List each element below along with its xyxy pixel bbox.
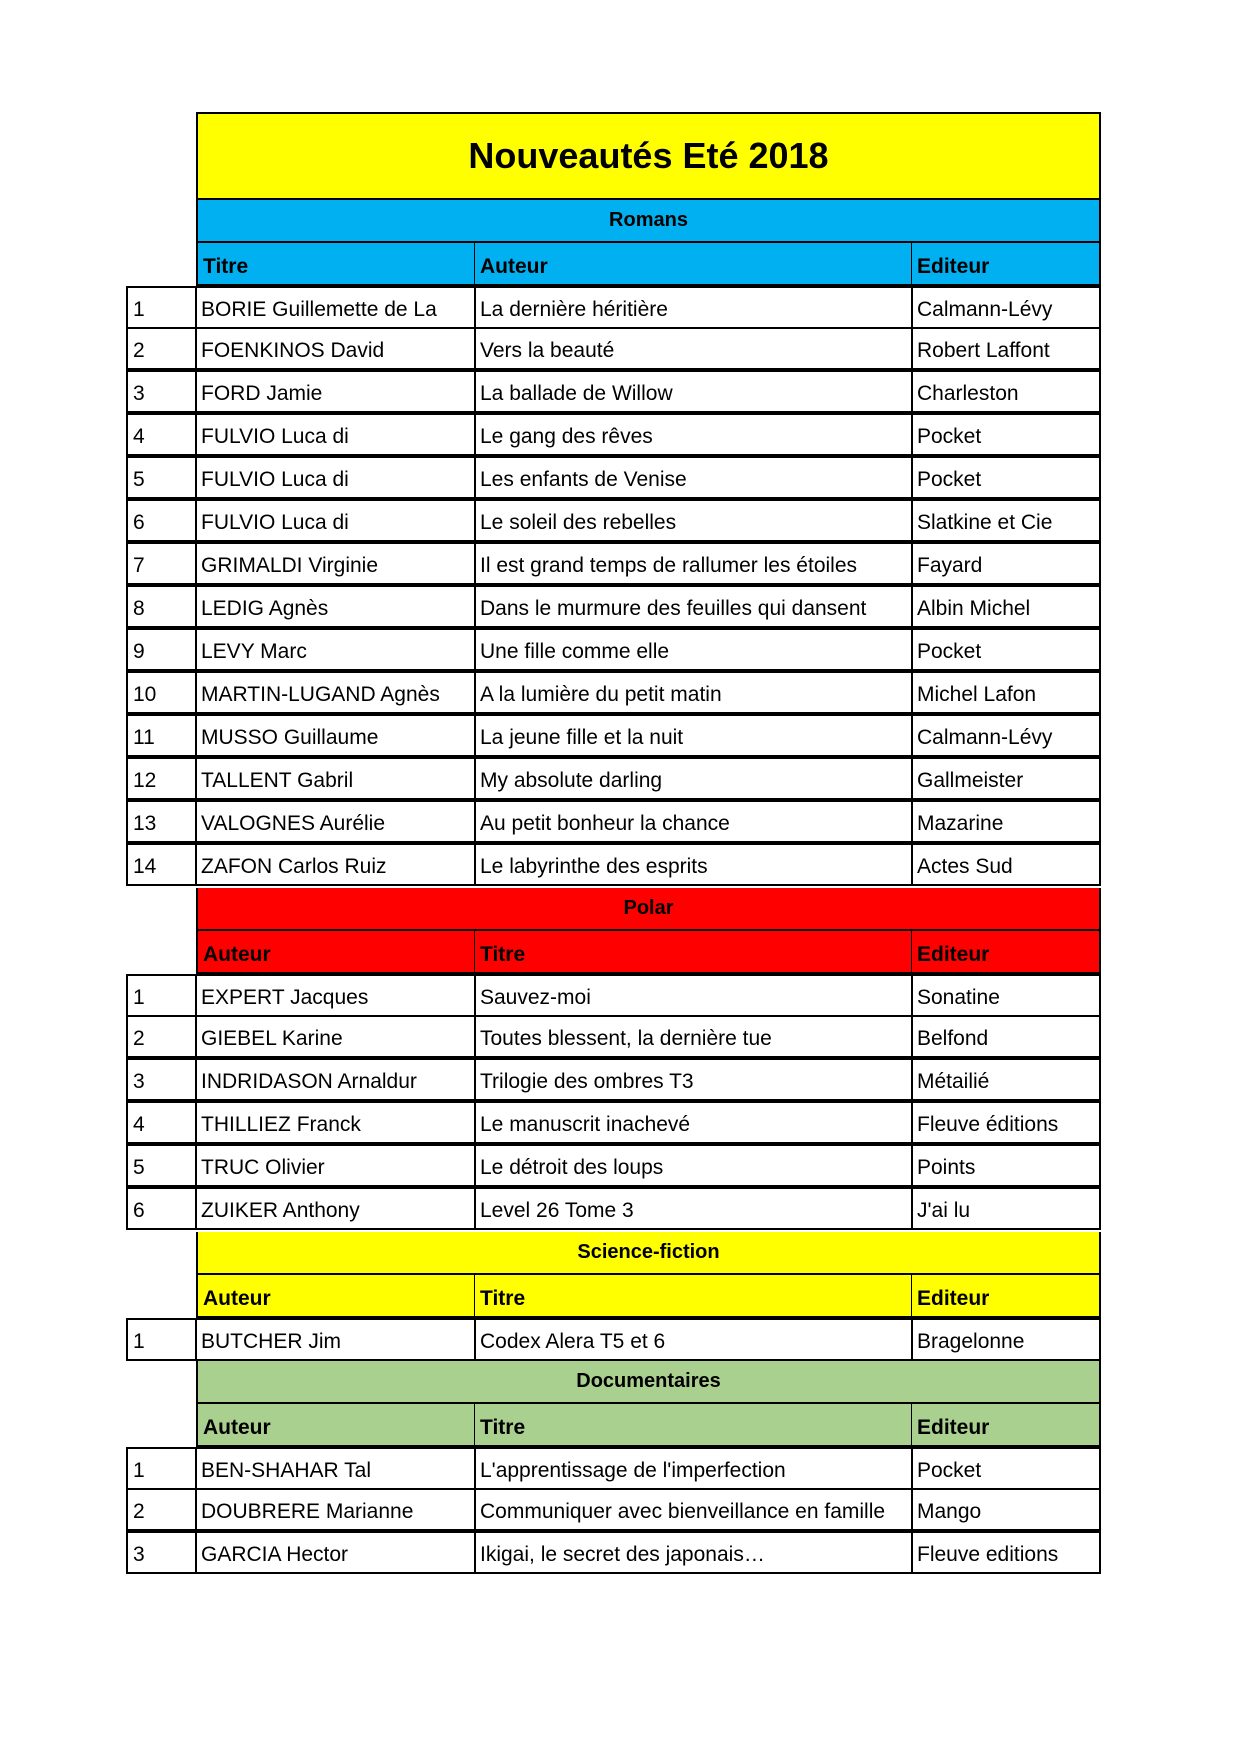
table-row	[126, 630, 1101, 673]
table-row	[126, 501, 1101, 544]
table-cell: FULVIO Luca di	[196, 456, 476, 499]
table-cell: Level 26 Tome 3	[475, 1187, 913, 1230]
table-row	[126, 329, 1101, 372]
table-cell: Pocket	[912, 456, 1101, 499]
row-number: 3	[126, 1058, 197, 1101]
row-number: 2	[126, 1488, 197, 1531]
table-cell: Michel Lafon	[912, 671, 1101, 714]
row-number: 4	[126, 1101, 197, 1144]
section-header-row	[126, 1275, 1101, 1318]
row-number: 3	[126, 1531, 197, 1574]
row-number: 1	[126, 974, 197, 1017]
table-row	[126, 1447, 1101, 1490]
row-number: 5	[126, 456, 197, 499]
table-cell: BEN-SHAHAR Tal	[196, 1447, 476, 1490]
table-cell: Fleuve editions	[912, 1531, 1101, 1574]
table-cell: Sonatine	[912, 974, 1101, 1017]
table-cell: Trilogie des ombres T3	[475, 1058, 913, 1101]
table-cell: Au petit bonheur la chance	[475, 800, 913, 843]
table-cell: Le labyrinthe des esprits	[475, 843, 913, 886]
column-header: Editeur	[912, 931, 1101, 974]
row-number: 7	[126, 542, 197, 585]
table-cell: ZAFON Carlos Ruiz	[196, 843, 476, 886]
table-cell: Pocket	[912, 628, 1101, 671]
column-header: Titre	[196, 243, 476, 286]
table-row	[126, 759, 1101, 802]
table-row	[126, 1060, 1101, 1103]
section-title: Romans	[196, 200, 1101, 243]
table-cell: MARTIN-LUGAND Agnès	[196, 671, 476, 714]
row-number: 11	[126, 714, 197, 757]
row-number: 13	[126, 800, 197, 843]
table-cell: BORIE Guillemette de La	[196, 286, 476, 329]
table-row	[126, 974, 1101, 1017]
table-row	[126, 372, 1101, 415]
table-cell: Robert Laffont	[912, 327, 1101, 370]
table-cell: LEVY Marc	[196, 628, 476, 671]
row-number: 1	[126, 286, 197, 329]
table-cell: Communiquer avec bienveillance en famille	[475, 1488, 913, 1531]
table-cell: Sauvez-moi	[475, 974, 913, 1017]
table-cell: FULVIO Luca di	[196, 499, 476, 542]
table-cell: Slatkine et Cie	[912, 499, 1101, 542]
row-number: 14	[126, 843, 197, 886]
table-cell: ZUIKER Anthony	[196, 1187, 476, 1230]
table-cell: Dans le murmure des feuilles qui dansent	[475, 585, 913, 628]
table-row	[126, 415, 1101, 458]
section-title: Documentaires	[196, 1361, 1101, 1404]
table-row	[126, 673, 1101, 716]
table-cell: Toutes blessent, la dernière tue	[475, 1015, 913, 1058]
table-row	[126, 544, 1101, 587]
table-cell: Fayard	[912, 542, 1101, 585]
row-number: 9	[126, 628, 197, 671]
row-number: 5	[126, 1144, 197, 1187]
page-title: Nouveautés Eté 2018	[196, 112, 1101, 200]
table-cell: EXPERT Jacques	[196, 974, 476, 1017]
section-header-row	[126, 931, 1101, 974]
table-cell: TRUC Olivier	[196, 1144, 476, 1187]
table-cell: Ikigai, le secret des japonais…	[475, 1531, 913, 1574]
table-cell: Charleston	[912, 370, 1101, 413]
section-header-row	[126, 1404, 1101, 1447]
row-number: 6	[126, 499, 197, 542]
column-header: Auteur	[196, 1404, 476, 1447]
table-cell: J'ai lu	[912, 1187, 1101, 1230]
row-number: 3	[126, 370, 197, 413]
table-cell: Le détroit des loups	[475, 1144, 913, 1187]
row-number: 12	[126, 757, 197, 800]
section-title: Polar	[196, 888, 1101, 931]
table-cell: DOUBRERE Marianne	[196, 1488, 476, 1531]
table-row	[126, 1146, 1101, 1189]
book-list-sheet	[126, 112, 1101, 1576]
table-cell: Codex Alera T5 et 6	[475, 1318, 913, 1361]
sections-container	[126, 200, 1101, 1576]
table-cell: Vers la beauté	[475, 327, 913, 370]
column-header: Titre	[475, 1404, 913, 1447]
table-row	[126, 587, 1101, 630]
table-cell: Pocket	[912, 1447, 1101, 1490]
table-cell: GARCIA Hector	[196, 1531, 476, 1574]
table-cell: MUSSO Guillaume	[196, 714, 476, 757]
row-number: 2	[126, 1015, 197, 1058]
section-title: Science-fiction	[196, 1232, 1101, 1275]
table-cell: Il est grand temps de rallumer les étoiles	[475, 542, 913, 585]
table-row	[126, 1318, 1101, 1361]
column-header: Titre	[475, 1275, 913, 1318]
row-number: 6	[126, 1187, 197, 1230]
table-cell: INDRIDASON Arnaldur	[196, 1058, 476, 1101]
table-cell: FOENKINOS David	[196, 327, 476, 370]
table-cell: La jeune fille et la nuit	[475, 714, 913, 757]
table-cell: Albin Michel	[912, 585, 1101, 628]
table-cell: Le gang des rêves	[475, 413, 913, 456]
table-cell: Mango	[912, 1488, 1101, 1531]
table-row	[126, 1189, 1101, 1232]
table-row	[126, 1490, 1101, 1533]
table-row	[126, 802, 1101, 845]
table-cell: Le manuscrit inachevé	[475, 1101, 913, 1144]
section-header-row	[126, 243, 1101, 286]
table-cell: BUTCHER Jim	[196, 1318, 476, 1361]
table-cell: A la lumière du petit matin	[475, 671, 913, 714]
column-header: Auteur	[196, 1275, 476, 1318]
table-cell: Pocket	[912, 413, 1101, 456]
table-cell: Métailié	[912, 1058, 1101, 1101]
table-cell: VALOGNES Aurélie	[196, 800, 476, 843]
column-header: Auteur	[475, 243, 913, 286]
column-header: Editeur	[912, 243, 1101, 286]
column-header: Auteur	[196, 931, 476, 974]
table-cell: Mazarine	[912, 800, 1101, 843]
column-header: Editeur	[912, 1275, 1101, 1318]
column-header: Editeur	[912, 1404, 1101, 1447]
table-cell: L'apprentissage de l'imperfection	[475, 1447, 913, 1490]
table-cell: My absolute darling	[475, 757, 913, 800]
table-row	[126, 1533, 1101, 1576]
row-number: 8	[126, 585, 197, 628]
table-cell: FULVIO Luca di	[196, 413, 476, 456]
table-cell: GRIMALDI Virginie	[196, 542, 476, 585]
table-cell: Calmann-Lévy	[912, 714, 1101, 757]
table-cell: Le soleil des rebelles	[475, 499, 913, 542]
row-number: 2	[126, 327, 197, 370]
table-cell: FORD Jamie	[196, 370, 476, 413]
row-number: 1	[126, 1447, 197, 1490]
table-row	[126, 716, 1101, 759]
row-number: 1	[126, 1318, 197, 1361]
table-cell: Une fille comme elle	[475, 628, 913, 671]
table-row	[126, 1103, 1101, 1146]
table-cell: Actes Sud	[912, 843, 1101, 886]
table-cell: Bragelonne	[912, 1318, 1101, 1361]
row-number: 4	[126, 413, 197, 456]
table-cell: La dernière héritière	[475, 286, 913, 329]
table-cell: Gallmeister	[912, 757, 1101, 800]
table-cell: Fleuve éditions	[912, 1101, 1101, 1144]
table-row	[126, 1017, 1101, 1060]
table-cell: Points	[912, 1144, 1101, 1187]
table-cell: THILLIEZ Franck	[196, 1101, 476, 1144]
table-cell: Belfond	[912, 1015, 1101, 1058]
table-cell: Les enfants de Venise	[475, 456, 913, 499]
table-row	[126, 845, 1101, 888]
table-cell: La ballade de Willow	[475, 370, 913, 413]
row-number: 10	[126, 671, 197, 714]
table-cell: GIEBEL Karine	[196, 1015, 476, 1058]
column-header: Titre	[475, 931, 913, 974]
table-cell: TALLENT Gabril	[196, 757, 476, 800]
table-row	[126, 286, 1101, 329]
table-cell: LEDIG Agnès	[196, 585, 476, 628]
table-row	[126, 458, 1101, 501]
table-cell: Calmann-Lévy	[912, 286, 1101, 329]
